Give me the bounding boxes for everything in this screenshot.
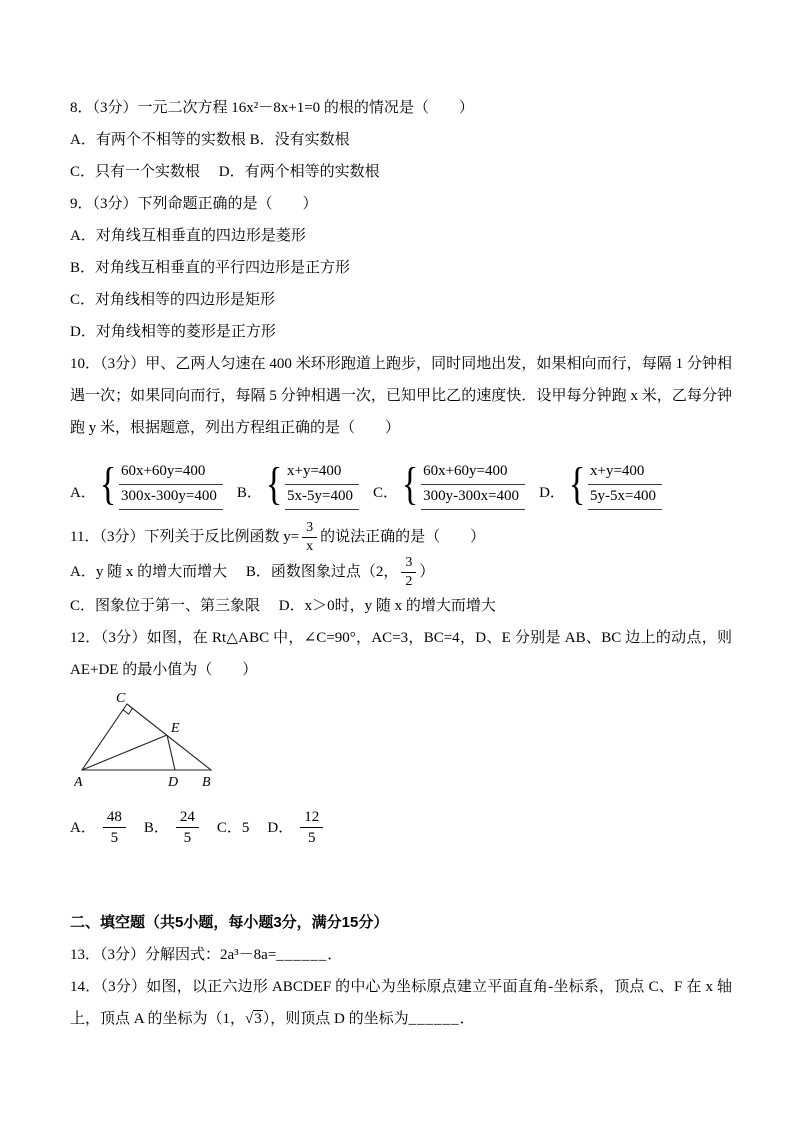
q10-option-c-label: C．	[372, 485, 398, 501]
vertex-label-b: B	[202, 775, 211, 790]
vertex-label-c: C	[116, 691, 126, 706]
q10-b-eq1: x+y=400	[285, 460, 359, 485]
fraction-3-over-2: $\frac{3}{2}$	[401, 555, 416, 590]
question-14	[70, 971, 732, 1035]
q10-d-eq2: 5y-5x=400	[588, 485, 662, 510]
q11-options-ab-post: ）	[419, 563, 435, 580]
q12-triangle-figure	[74, 690, 732, 804]
q14-stem-pre: 14．（3分）如图，以正六边形 ABCDEF 的中心为坐标原点建立平面直角-坐标系，顶点 C、F 在 x 轴上，顶点 A 的坐标为（1，	[70, 979, 732, 1027]
q10-c-eq2: 300y-300x=400	[421, 485, 525, 510]
q12-option-d-label: D．	[267, 819, 294, 836]
left-brace-icon: {	[568, 458, 586, 509]
q10-a-eq1: 60x+60y=400	[119, 460, 223, 485]
q10-option-d-label: D．	[539, 485, 565, 501]
q11-options-ab	[70, 555, 732, 590]
vertex-label-a: A	[74, 775, 83, 790]
q12-options	[70, 808, 732, 847]
fraction-24-over-5: $\frac{24}{5}$	[176, 808, 199, 847]
left-brace-icon: {	[99, 458, 117, 509]
q10-option-d	[539, 452, 662, 510]
left-brace-icon: {	[401, 458, 419, 509]
q11-stem-post: 的说法正确的是（ ）	[320, 528, 486, 545]
q12-option-a-label: A．	[70, 819, 96, 836]
q10-a-eq2: 300x-300y=400	[119, 485, 223, 510]
question-12	[70, 622, 732, 847]
q12-stem: 12．（3分）如图，在 Rt△ABC 中，∠C=90°，AC=3，BC=4，D、E 分别是 AB、BC 边上的动点，则 AE+DE 的最小值为（ ）	[70, 630, 732, 678]
q10-option-c	[373, 452, 525, 510]
q10-b-eq2: 5x-5y=400	[285, 485, 359, 510]
q11-options-ab-pre: A．y 随 x 的增大而增大 B．函数图象过点（2，	[70, 563, 399, 580]
question-10	[70, 348, 732, 510]
q12-option-b-label: B．	[143, 819, 169, 836]
q9-option-c: C．对角线相等的四边形是矩形	[70, 292, 276, 308]
q9-option-b: B．对角线互相垂直的平行四边形是正方形	[70, 260, 351, 276]
question-8	[70, 92, 732, 188]
vertex-label-e: E	[171, 721, 180, 736]
q8-options-cd: C．只有一个实数根 D．有两个相等的实数根	[70, 164, 380, 180]
q11-stem	[70, 520, 732, 555]
q10-stem: 10．（3分）甲、乙两人匀速在 400 米环形跑道上跑步，同时同地出发，如果相向而行，每隔 1 分钟相遇一次；如果同向而行，每隔 5 分钟相遇一次，已知甲比乙的速度快．设甲每分钟跑 x 米，乙每分钟跑 y 米，根据题意，列出方程组正确的是（ ）	[70, 356, 732, 436]
q11-stem-pre: 11．（3分）下列关于反比例函数 y=	[70, 528, 300, 545]
fraction-12-over-5: $\frac{12}{5}$	[300, 808, 323, 847]
question-13	[70, 939, 732, 971]
q13-stem: 13．（3分）分解因式：2a³－8a=	[70, 947, 277, 963]
section-2-title: 二、填空题（共5小题，每小题3分，满分15分）	[70, 914, 389, 931]
q14-stem-post: ），则顶点 D 的坐标为	[262, 1011, 409, 1027]
q10-option-b-label: B．	[236, 485, 262, 501]
q14-radicand: 3	[254, 1011, 262, 1027]
q8-stem: 8．（3分）一元二次方程 16x²－8x+1=0 的根的情况是（ ）	[70, 100, 474, 116]
q14-answer-blank: ______	[408, 1011, 460, 1027]
q12-option-c: C．5	[216, 819, 250, 836]
q8-options-ab: A．有两个不相等的实数根 B．没有实数根	[70, 132, 350, 148]
q9-option-d: D．对角线相等的菱形是正方形	[70, 324, 276, 340]
q10-option-a	[70, 452, 223, 510]
q9-option-a: A．对角线互相垂直的四边形是菱形	[70, 228, 306, 244]
q9-stem: 9．（3分）下列命题正确的是（ ）	[70, 196, 318, 212]
q10-c-eq1: 60x+60y=400	[421, 460, 525, 485]
q13-period: ．	[327, 947, 343, 963]
q10-option-b	[237, 452, 359, 510]
triangle-diagram	[74, 690, 234, 792]
q11-options-cd: C．图象位于第一、第三象限 D．x＞0时，y 随 x 的增大而增大	[70, 598, 496, 614]
fraction-48-over-5: $\frac{48}{5}$	[103, 808, 126, 847]
left-brace-icon: {	[265, 458, 283, 509]
question-11	[70, 520, 732, 622]
q13-answer-blank: ______	[276, 947, 328, 963]
sqrt-icon: √	[245, 1011, 254, 1027]
q10-d-eq1: x+y=400	[588, 460, 662, 485]
q14-period: ．	[459, 1011, 475, 1027]
q10-options-row	[70, 452, 732, 510]
q10-option-a-label: A．	[70, 485, 96, 501]
fraction-3-over-x: $\frac{3}{x}$	[302, 520, 317, 555]
question-9	[70, 188, 732, 348]
vertex-label-d: D	[168, 775, 179, 790]
